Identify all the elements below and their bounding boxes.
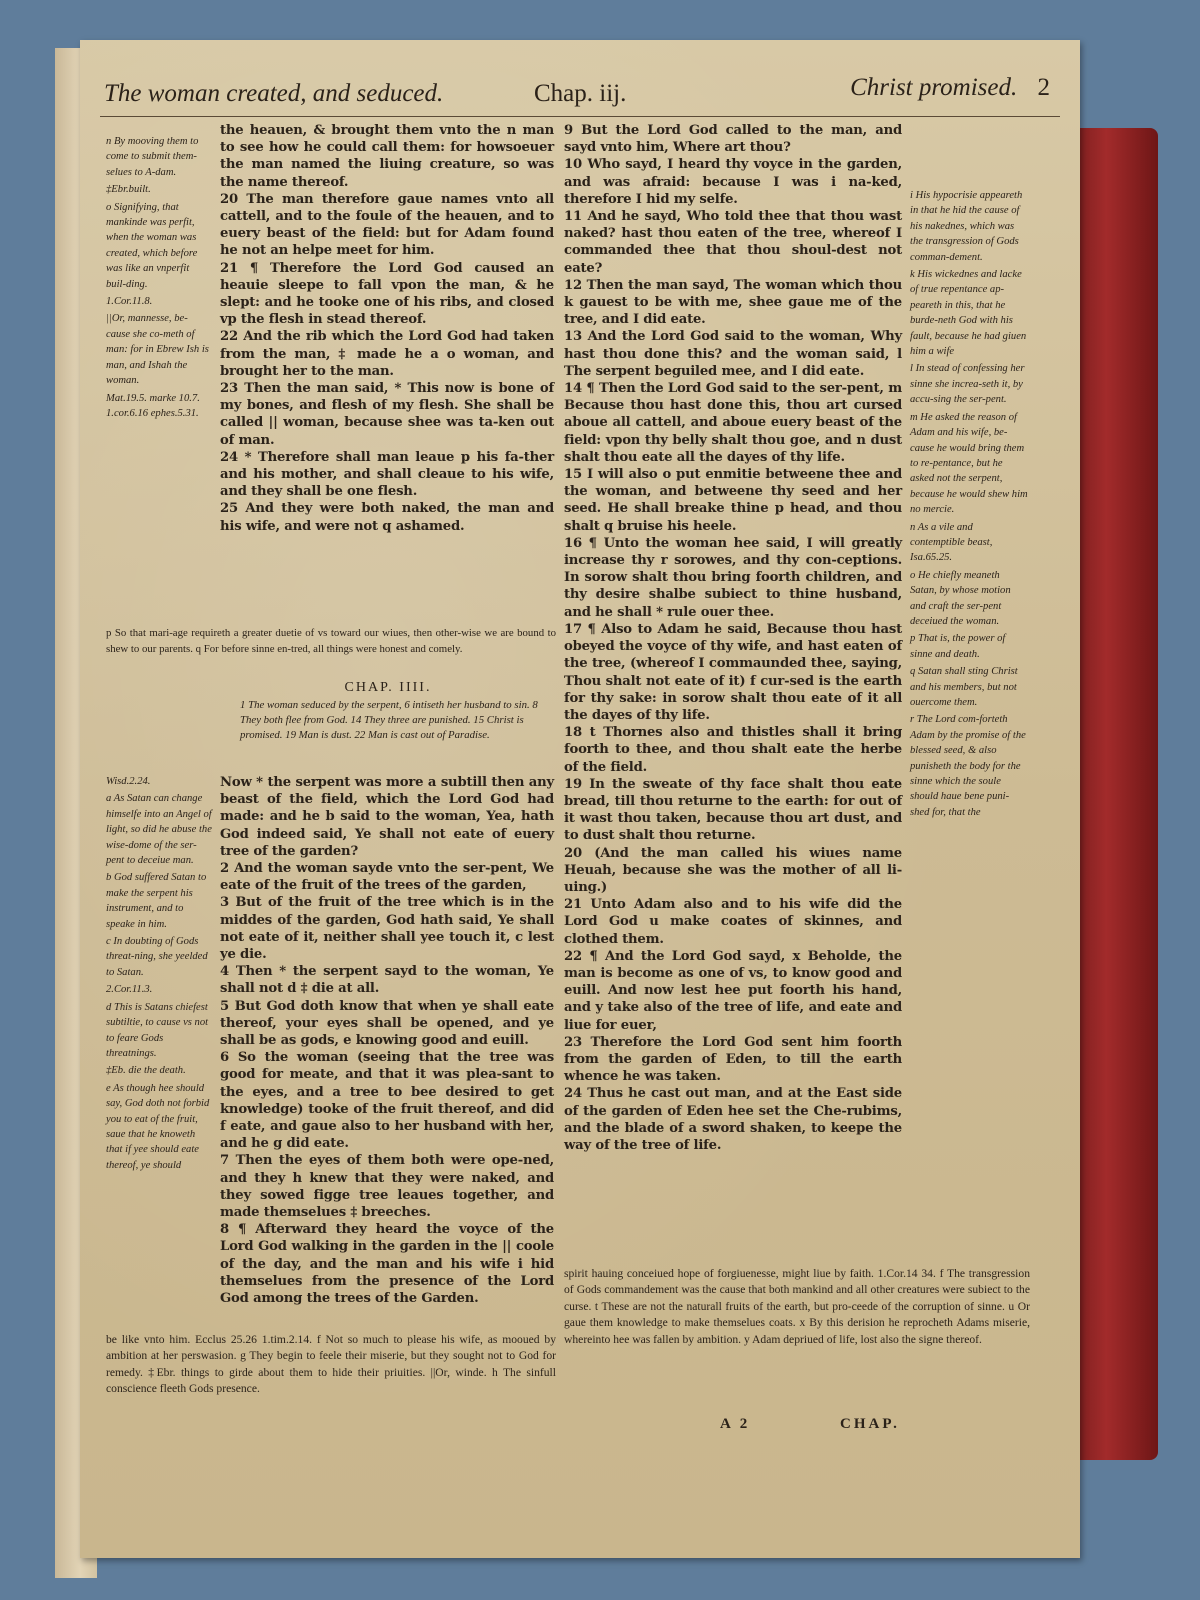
right-footnote xyxy=(564,1266,1030,1348)
margin-note: o Signifying, that mankinde was perfit, when the woman was created, which before was like an vnperfit buil-ding. xyxy=(106,201,198,290)
verse: 17 ¶ Also to Adam he said, Because thou hast obeyed the voyce of thy wife, and hast eaten of the tree, (whereof I commaunded thee, saying, Thou shalt not eate of it) f cur-sed is the earth for thy sake: in sorow shalt thou eate of it all the dayes of thy life. xyxy=(564,621,902,723)
margin-note: ‡Eb. die the death. xyxy=(106,1065,186,1077)
verse: 20 The man therefore gaue names vnto all cattell, and to the foule of the heauen, and to euery beast of the field: but for Adam found he not an helpe meet for him. xyxy=(220,191,554,259)
verse: Now * the serpent was more a subtill then any beast of the field, which the Lord God had made: and he b said to the woman, Yea, hath God indeed said, Ye shall not eate of euery tree of the garden? xyxy=(220,775,554,859)
verse: 11 And he sayd, Who told thee that thou wast naked? hast thou eaten of the tree, whereof I commanded thee that thou shoul-dest not eate? xyxy=(564,209,902,276)
running-head xyxy=(104,74,1060,118)
left-margin-notes xyxy=(106,134,210,423)
left-margin-notes-2 xyxy=(106,774,212,1175)
left-bottom-note xyxy=(106,626,556,657)
margin-note: e As though hee should say, God doth not forbid you to eat of the fruit, saue that he knoweth that if yee should eate thereof, ye should xyxy=(106,1082,210,1171)
verse: 18 t Thornes also and thistles shall it bring foorth to thee, and thou shalt eate the herbe of the field. xyxy=(564,725,902,775)
verse: 21 ¶ Therefore the Lord God caused an heauie sleepe to fall vpon the man, & he slept: and he tooke one of his ribs, and closed vp the flesh in stead thereof. xyxy=(220,260,554,328)
chapter-heading: CHAP. IIII. xyxy=(344,680,432,695)
verse: 23 Therefore the Lord God sent him foorth from the garden of Eden, to till the earth whence he was taken. xyxy=(564,1034,902,1085)
running-head-chapter: Chap. iij. xyxy=(534,80,627,107)
verse: 15 I will also o put enmitie betweene thee and the woman, and betweene thy seed and her seed. He shall breake thine p head, and thou shalt q bruise his heele. xyxy=(564,467,902,534)
margin-note: 1.Cor.11.8. xyxy=(106,296,153,308)
verse: 21 Unto Adam also and to his wife did the Lord God u make coates of skinnes, and clothed them. xyxy=(564,897,902,947)
verse: 5 But God doth know that when ye shall eate thereof, your eyes shall be opened, and ye shall be as gods, e knowing good and euill. xyxy=(220,998,554,1049)
margin-note: b God suffered Satan to make the serpent his instrument, and to speake in him. xyxy=(106,872,207,930)
verse: 19 In the sweate of thy face shalt thou eate bread, till thou returne to the earth: for out of it wast thou taken, because thou art dust, and to dust shalt thou returne. xyxy=(564,776,902,844)
margin-note: k His wickednes and lacke of true repentance ap-peareth in this, that he burde-neth God with his fault, because he had giuen him a wife xyxy=(910,269,1027,358)
margin-note: i His hypocrisie appeareth in that he hid the cause of his nakednes, which was the transgression of Gods comman-dement. xyxy=(910,190,1023,263)
left-column-text-2 xyxy=(220,774,554,1307)
header-rule xyxy=(100,116,1060,117)
running-head-left: The woman created, and seduced. xyxy=(104,80,444,107)
verse: 12 Then the man sayd, The woman which thou k gauest to be with me, shee gaue me of the tree, and I did eate. xyxy=(564,277,902,328)
footnote-text: be like vnto him. Ecclus 25.26 1.tim.2.14. f Not so much to please his wife, as mooued by ambition at her perswasion. g They begin to feele their miserie, but they sought not to God for remedy. ‡Ebr. things to girde about them to hide their priuities. ||Or, winde. h The sinfull conscience fleeth Gods presence. xyxy=(106,1333,556,1396)
left-column-text xyxy=(220,122,554,535)
signature-mark: A 2 xyxy=(720,1416,751,1432)
verse: 20 (And the man called his wiues name Heuah, because she was the mother of all li-uing.) xyxy=(564,845,902,895)
verse: the heauen, & brought them vnto the n man to see how he could call them: for howsoeuer the man named the liuing creature, so was the name thereof. xyxy=(220,123,554,190)
right-column-text xyxy=(564,122,902,1154)
catchword: CHAP. xyxy=(840,1416,900,1432)
margin-note: n By mooving them to come to submit them-selues to A-dam. xyxy=(106,136,199,178)
verse: 4 Then * the serpent sayd to the woman, Ye shall not d ‡ die at all. xyxy=(220,964,554,997)
margin-note: c In doubting of Gods threat-ning, she yeelded to Satan. xyxy=(106,936,208,978)
verse: 6 So the woman (seeing that the tree was good for meate, and that it was plea-sant to the eyes, and a tree to bee desired to get knowledge) tooke of the fruit thereof, and did f eate, and gaue also to her husband with her, and he g did eate. xyxy=(220,1050,554,1152)
margin-note: d This is Satans chiefest subtiltie, to cause vs not to feare Gods threatnings. xyxy=(106,1001,209,1059)
margin-note: ||Or, mannesse, be-cause she co-meth of man: for in Ebrew Ish is man, and Ishah the woman. xyxy=(106,313,209,387)
margin-note: p That is, the power of sinne and death. xyxy=(910,633,1006,660)
verse: 13 And the Lord God said to the woman, Why hast thou done this? and the woman said, l The serpent beguiled mee, and I did eate. xyxy=(564,329,902,379)
verse: 25 And they were both naked, the man and his wife, and were not q ashamed. xyxy=(220,501,554,534)
verse: 10 Who sayd, I heard thy voyce in the garden, and was afraid: because I was i na-ked, therefore I hid my selfe. xyxy=(564,157,902,207)
verse: 24 Thus he cast out man, and at the East side of the garden of Eden hee set the Che-rubims, and the blade of a sword shaken, to keepe the way of the tree of life. xyxy=(564,1086,902,1153)
verse: 23 Then the man said, * This now is bone of my bones, and flesh of my flesh. She shall be called || woman, because shee was ta-ken out of man. xyxy=(220,381,554,448)
verse: 7 Then the eyes of them both were ope-ned, and they h knew that they were naked, and they sowed figge tree leaues together, and made themselues ‡ breeches. xyxy=(220,1153,554,1221)
verse: 3 But of the fruit of the tree which is in the middes of the garden, God hath said, Ye shall not eate of it, neither shall yee touch it, c lest ye die. xyxy=(220,895,554,963)
verse: 24 * Therefore shall man leaue p his fa-ther and his mother, and shall cleaue to his wife, and they shall be one flesh. xyxy=(220,449,554,500)
margin-note: ‡Ebr.built. xyxy=(106,184,151,196)
book-cover-edge xyxy=(1072,128,1158,1460)
margin-note: n As a vile and contemptible beast, Isa.65.25. xyxy=(910,521,993,564)
verse: 8 ¶ Afterward they heard the voyce of the Lord God walking in the garden in the || coole of the day, and the man and his wife i hid themselues from the presence of the Lord God among the trees of the Garden. xyxy=(220,1222,554,1307)
verse: 9 But the Lord God called to the man, and sayd vnto him, Where art thou? xyxy=(564,123,902,156)
footnote-text: spirit hauing conceiued hope of forgiuenesse, might liue by faith. 1.Cor.14 34. f The transgression of Gods commandement was the cause that both mankind and all other creatures were subiect to the curse. t These are not the naturall fruits of the earth, but pro-ceede of the corruption of sinne. u Or gaue them knowledge to make themselues coats. x By this derision he reprocheth Adams miserie, whereinto hee was fallen by ambition. y Adam depriued of life, lost also the signe thereof. xyxy=(564,1267,1030,1346)
chapter-block xyxy=(220,676,556,742)
verse: 16 ¶ Unto the woman hee said, I will greatly increase thy r sorowes, and thy con-ceptions. In sorow shalt thou bring foorth children, and thy desire shalbe subiect to thine husband, and he shall * rule ouer thee. xyxy=(564,535,902,620)
right-margin-notes xyxy=(910,188,1028,822)
margin-note: r The Lord com-forteth Adam by the promise of the blessed seed, & also punisheth the body for the sinne which the soule should haue bene puni-shed for, that the xyxy=(910,714,1026,818)
footnote-text: p So that mari-age requireth a greater duetie of vs toward our wiues, then other-wise we are bound to shew to our parents. q For before sinne en-tred, all things were honest and comely. xyxy=(106,627,556,655)
left-footnote xyxy=(106,1332,556,1398)
chapter-argument: 1 The woman seduced by the serpent, 6 intiseth her husband to sin. 8 They both flee from God. 14 They three are punished. 15 Christ is promised. 19 Man is dust. 22 Man is cast out of Paradise. xyxy=(240,699,538,741)
verse: 22 And the rib which the Lord God had taken from the man, ‡ made he a o woman, and brought her to the man. xyxy=(220,329,554,379)
margin-note: Mat.19.5. marke 10.7. 1.cor.6.16 ephes.5.31. xyxy=(106,392,200,419)
margin-note: m He asked the reason of Adam and his wife, be-cause he would bring them to re-pentance, but he asked not the serpent, because he would shew him no mercie. xyxy=(910,411,1028,516)
running-head-right xyxy=(850,74,1050,102)
running-head-right-text: Christ promised. xyxy=(850,74,1018,101)
margin-note: q Satan shall sting Christ and his members, but not ouercome them. xyxy=(910,666,1018,708)
margin-note: Wisd.2.24. xyxy=(106,776,151,787)
margin-note: 2.Cor.11.3. xyxy=(106,984,153,996)
margin-note: a As Satan can change himselfe into an Angel of light, so did he abuse the wise-dome of the ser-pent to deceiue man. xyxy=(106,793,212,867)
verse: 2 And the woman sayde vnto the ser-pent, We eate of the fruit of the trees of the garden, xyxy=(220,861,554,894)
verse: 14 ¶ Then the Lord God said to the ser-pent, m Because thou hast done this, thou art cursed aboue all cattell, and aboue euery beast of the field: vpon thy belly shalt thou goe, and n dust shalt thou eate all the dayes of thy life. xyxy=(564,381,902,465)
margin-note: o He chiefly meaneth Satan, by whose motion and craft the ser-pent deceiued the woman. xyxy=(910,569,1011,627)
page-number: 2 xyxy=(1037,74,1050,101)
book-page xyxy=(80,40,1080,1558)
margin-note: l In stead of confessing her sinne she increa-seth it, by accu-sing the ser-pent. xyxy=(910,363,1025,406)
verse: 22 ¶ And the Lord God sayd, x Beholde, the man is become as one of vs, to know good and euill. And now lest hee put foorth his hand, and y take also of the tree of life, and eate and liue for euer, xyxy=(564,948,902,1033)
